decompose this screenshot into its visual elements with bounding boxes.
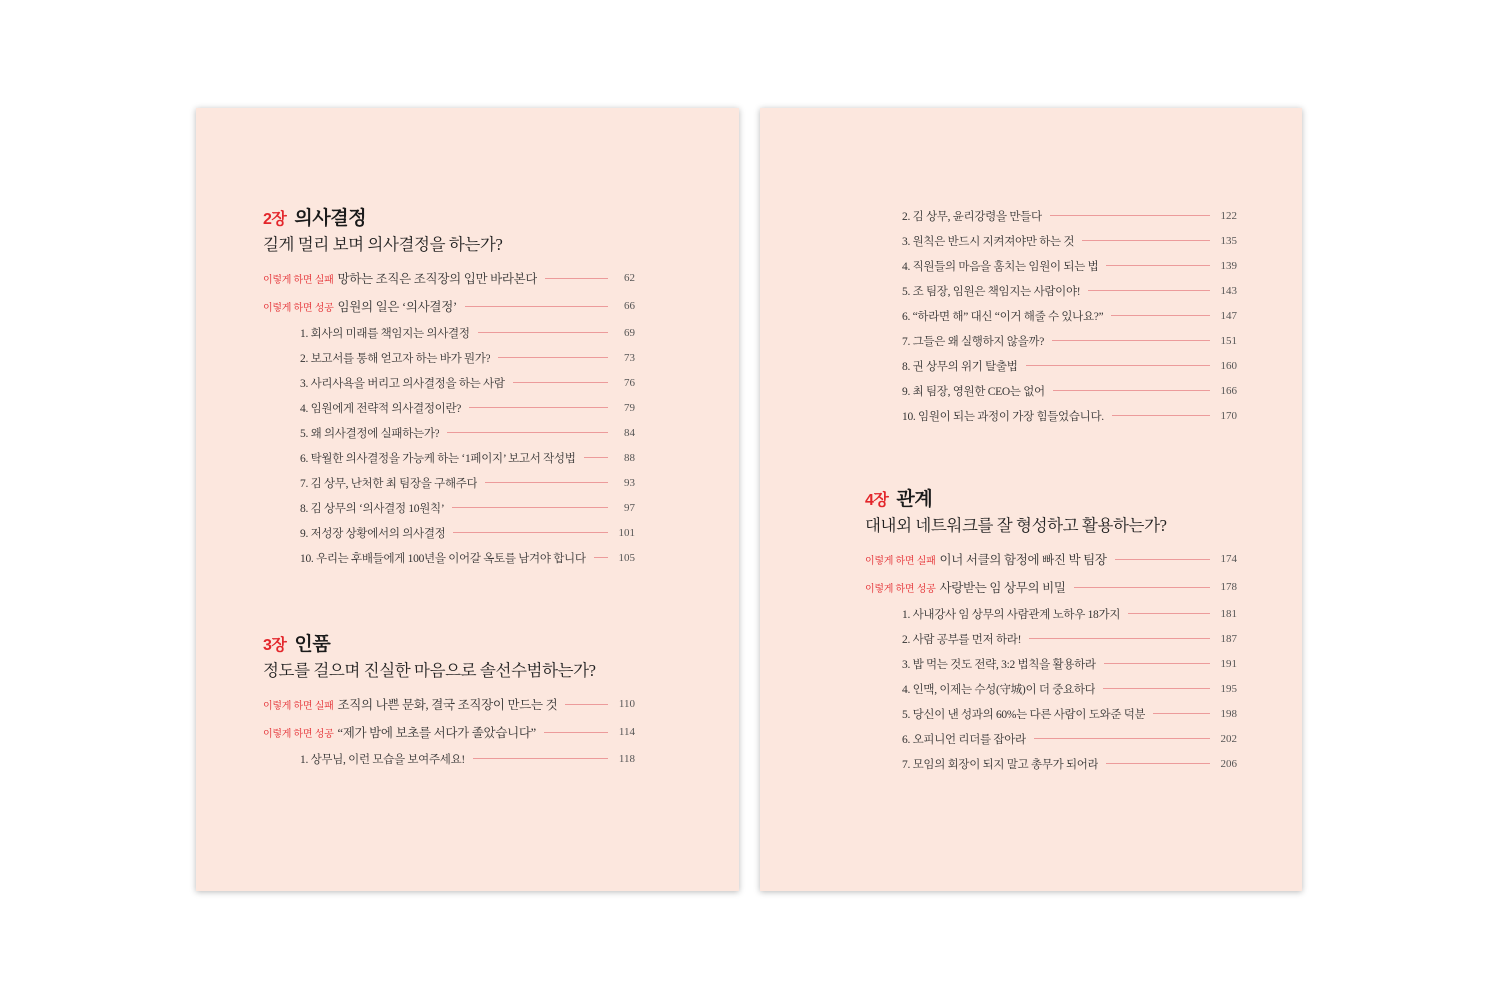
page-number: 206 <box>1220 757 1237 770</box>
page-number: 178 <box>1220 581 1237 593</box>
leader-line <box>1103 688 1210 689</box>
toc-entry-fail <box>263 690 635 718</box>
toc-entry <box>865 228 1237 253</box>
leader-line <box>1082 240 1210 241</box>
entry-title: 6. 탁월한 의사결정을 가능케 하는 ‘1페이지’ 보고서 작성법 <box>300 452 576 465</box>
entry-tag-success: 이렇게 하면 성공 <box>263 302 334 314</box>
page-number: 170 <box>1220 409 1237 422</box>
leader-line <box>1106 763 1210 764</box>
leader-line <box>1026 365 1210 366</box>
leader-line <box>1111 315 1210 316</box>
page-number: 110 <box>618 698 635 710</box>
page-number: 166 <box>1220 384 1237 397</box>
toc-entry <box>865 278 1237 303</box>
leader-line <box>478 332 608 333</box>
entry-title: 1. 회사의 미래를 책임지는 의사결정 <box>300 327 470 340</box>
sub-entries <box>263 320 635 570</box>
chapter-number: 3장 <box>263 637 287 654</box>
main-entries <box>263 264 635 320</box>
chapter-title: 의사결정 <box>294 208 367 229</box>
leader-line <box>1104 663 1210 664</box>
entry-tag-success: 이렇게 하면 성공 <box>263 728 334 740</box>
leader-line <box>565 704 608 705</box>
toc-entry <box>263 345 635 370</box>
sub-entries <box>263 746 635 771</box>
page-number: 84 <box>624 426 635 439</box>
entry-title: 망하는 조직은 조직장의 입만 바라본다 <box>337 272 538 286</box>
toc-entry <box>865 726 1237 751</box>
chapter-heading <box>263 633 635 657</box>
leader-line <box>1034 738 1210 739</box>
chapter-number: 4장 <box>865 492 889 509</box>
leader-line <box>485 482 608 483</box>
entry-title: 1. 사내강사 임 상무의 사람관계 노하우 18가지 <box>902 608 1121 621</box>
toc-entry-success <box>865 573 1237 601</box>
page-number: 151 <box>1220 334 1237 347</box>
page-number: 97 <box>624 501 635 514</box>
entry-title: 7. 모임의 회장이 되지 말고 총무가 되어라 <box>902 758 1099 771</box>
toc-entry <box>263 470 635 495</box>
leader-line <box>545 278 608 279</box>
entry-title: 3. 사리사욕을 버리고 의사결정을 하는 사람 <box>300 377 505 390</box>
entry-title: 3. 원칙은 반드시 지켜져야만 하는 것 <box>902 235 1075 248</box>
leader-line <box>469 407 608 408</box>
page-number: 181 <box>1220 607 1237 620</box>
leader-line <box>1115 559 1210 560</box>
page-number: 114 <box>618 726 635 738</box>
entry-title: 9. 저성장 상황에서의 의사결정 <box>300 527 446 540</box>
entry-tag-success: 이렇게 하면 성공 <box>865 583 936 595</box>
page-number: 76 <box>624 376 635 389</box>
leader-line <box>453 532 608 533</box>
left-page <box>196 108 739 891</box>
entry-title: 4. 직원들의 마음을 훔치는 임원이 되는 법 <box>902 260 1099 273</box>
page-number: 160 <box>1220 359 1237 372</box>
sub-entries <box>865 601 1237 776</box>
chapter-heading <box>263 207 635 231</box>
toc-entry-fail <box>263 264 635 292</box>
toc-entry <box>865 353 1237 378</box>
page-number: 143 <box>1220 284 1237 297</box>
page-number: 105 <box>618 551 635 564</box>
leader-line <box>1153 713 1210 714</box>
page-number: 62 <box>624 272 635 284</box>
page-number: 187 <box>1220 632 1237 645</box>
toc-entry <box>865 328 1237 353</box>
page-number: 73 <box>624 351 635 364</box>
page-number: 195 <box>1220 682 1237 695</box>
entry-title: 6. 오피니언 리더를 잡아라 <box>902 733 1026 746</box>
leader-line <box>1112 415 1210 416</box>
leader-line <box>1128 613 1210 614</box>
toc-entry <box>263 320 635 345</box>
toc-entry <box>865 651 1237 676</box>
entry-title: 9. 최 팀장, 영원한 CEO는 없어 <box>902 385 1045 398</box>
leader-line <box>544 732 608 733</box>
page-number: 88 <box>624 451 635 464</box>
entry-title: 5. 당신이 낸 성과의 60%는 다른 사람이 도와준 덕분 <box>902 708 1146 721</box>
toc-entry <box>263 545 635 570</box>
page-number: 191 <box>1220 657 1237 670</box>
entry-title: 8. 권 상무의 위기 탈출법 <box>902 360 1018 373</box>
chapter-title: 인품 <box>294 634 331 655</box>
chapter-subtitle: 대내외 네트워크를 잘 형성하고 활용하는가? <box>865 516 1167 535</box>
toc-entry <box>865 303 1237 328</box>
chapter-3-continued <box>865 203 1237 428</box>
entry-tag-fail: 이렇게 하면 실패 <box>263 274 334 286</box>
entry-tag-fail: 이렇게 하면 실패 <box>865 555 936 567</box>
chapter-title: 관계 <box>896 489 933 510</box>
leader-line <box>594 557 608 558</box>
leader-line <box>465 306 608 307</box>
entry-title: 5. 왜 의사결정에 실패하는가? <box>300 427 440 440</box>
leader-line <box>1053 390 1210 391</box>
toc-entry <box>263 420 635 445</box>
entry-title: 6. “하라면 해” 대신 “이거 해줄 수 있나요?” <box>902 310 1104 323</box>
chapter-subtitle: 길게 멀리 보며 의사결정을 하는가? <box>263 235 503 254</box>
entry-title: 3. 밥 먹는 것도 전략, 3:2 법칙을 활용하라 <box>902 658 1096 671</box>
toc-entry <box>865 378 1237 403</box>
toc-entry <box>263 370 635 395</box>
toc-entry-fail <box>865 545 1237 573</box>
leader-line <box>1029 638 1210 639</box>
entry-title: 조직의 나쁜 문화, 결국 조직장이 만드는 것 <box>337 698 558 712</box>
leader-line <box>1106 265 1210 266</box>
toc-entry <box>865 403 1237 428</box>
page-number: 118 <box>618 752 635 765</box>
leader-line <box>473 758 608 759</box>
main-entries <box>263 690 635 746</box>
chapter-heading <box>865 488 1237 512</box>
page-number: 139 <box>1220 259 1237 272</box>
entry-title: 4. 인맥, 이제는 수성(守城)이 더 중요하다 <box>902 683 1096 696</box>
entry-tag-fail: 이렇게 하면 실패 <box>263 700 334 712</box>
toc-entry <box>865 203 1237 228</box>
toc-entry <box>263 520 635 545</box>
toc-entry <box>865 701 1237 726</box>
entry-title: 2. 김 상무, 윤리강령을 만들다 <box>902 210 1042 223</box>
leader-line <box>1050 215 1210 216</box>
toc-entry <box>263 445 635 470</box>
entry-title: 4. 임원에게 전략적 의사결정이란? <box>300 402 462 415</box>
chapter-3-section <box>263 633 635 771</box>
leader-line <box>1074 587 1210 588</box>
entry-title: 사랑받는 임 상무의 비밀 <box>939 581 1066 595</box>
page-number: 147 <box>1220 309 1237 322</box>
entry-title: 2. 보고서를 통해 얻고자 하는 바가 뭔가? <box>300 352 491 365</box>
toc-entry <box>865 253 1237 278</box>
entry-title: 2. 사람 공부를 먼저 하라! <box>902 633 1022 646</box>
page-number: 198 <box>1220 707 1237 720</box>
page-number: 135 <box>1220 234 1237 247</box>
chapter-2-section <box>263 207 635 570</box>
right-page <box>760 108 1302 891</box>
entry-title: 8. 김 상무의 ‘의사결정 10원칙’ <box>300 502 445 515</box>
chapter-subtitle: 정도를 걸으며 진실한 마음으로 솔선수범하는가? <box>263 661 596 680</box>
page-number: 93 <box>624 476 635 489</box>
toc-entry <box>865 676 1237 701</box>
chapter-number: 2장 <box>263 211 287 228</box>
entry-title: 5. 조 팀장, 임원은 책임지는 사람이야! <box>902 285 1081 298</box>
leader-line <box>513 382 608 383</box>
page-number: 66 <box>624 300 635 312</box>
toc-entry <box>865 626 1237 651</box>
page-number: 79 <box>624 401 635 414</box>
leader-line <box>584 457 608 458</box>
main-entries <box>865 545 1237 601</box>
page-number: 174 <box>1220 553 1237 565</box>
toc-entry <box>865 601 1237 626</box>
leader-line <box>1088 290 1210 291</box>
leader-line <box>447 432 608 433</box>
page-number: 122 <box>1220 209 1237 222</box>
toc-entry-success <box>263 292 635 320</box>
toc-entry <box>263 495 635 520</box>
entry-title: 7. 김 상무, 난처한 최 팀장을 구해주다 <box>300 477 478 490</box>
entry-title: 1. 상무님, 이런 모습을 보여주세요! <box>300 753 465 766</box>
toc-entry <box>865 751 1237 776</box>
entry-title: 10. 우리는 후배들에게 100년을 이어갈 옥토를 남겨야 합니다 <box>300 552 586 565</box>
entry-title: 7. 그들은 왜 실행하지 않을까? <box>902 335 1045 348</box>
page-number: 69 <box>624 326 635 339</box>
sub-entries <box>865 203 1237 428</box>
entry-title: 이너 서클의 함정에 빠진 박 팀장 <box>939 553 1107 567</box>
page-number: 101 <box>618 526 635 539</box>
page-number: 202 <box>1220 732 1237 745</box>
entry-title: 임원의 일은 ‘의사결정’ <box>337 300 457 314</box>
entry-title: “제가 밤에 보초를 서다가 졸았습니다” <box>337 726 536 740</box>
toc-entry-success <box>263 718 635 746</box>
leader-line <box>498 357 608 358</box>
chapter-4-section <box>865 488 1237 776</box>
leader-line <box>452 507 608 508</box>
entry-title: 10. 임원이 되는 과정이 가장 힘들었습니다. <box>902 410 1104 423</box>
toc-entry <box>263 746 635 771</box>
toc-entry <box>263 395 635 420</box>
leader-line <box>1052 340 1210 341</box>
